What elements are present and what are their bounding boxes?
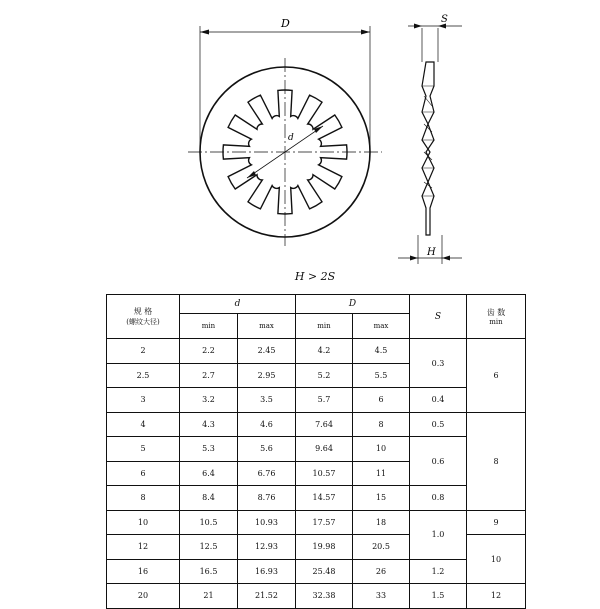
cell-D-max: 33 bbox=[353, 584, 410, 609]
d-label: d bbox=[288, 133, 294, 143]
cell-D-max: 18 bbox=[353, 510, 410, 535]
spec-header-sub: (螺纹大径) bbox=[126, 318, 160, 326]
teeth-header-sub: min bbox=[489, 318, 503, 326]
cell-D-max: 26 bbox=[353, 559, 410, 584]
cell-d-max: 2.95 bbox=[238, 363, 296, 388]
cell-spec: 10 bbox=[107, 510, 180, 535]
cell-d-min: 21 bbox=[180, 584, 238, 609]
cell-d-max: 10.93 bbox=[238, 510, 296, 535]
cell-d-min: 6.4 bbox=[180, 461, 238, 486]
washer-side-view bbox=[398, 24, 462, 265]
cell-d-min: 2.7 bbox=[180, 363, 238, 388]
cell-d-max: 8.76 bbox=[238, 486, 296, 511]
cell-D-min: 14.57 bbox=[296, 486, 353, 511]
cell-D-min: 17.57 bbox=[296, 510, 353, 535]
cell-d-min: 8.4 bbox=[180, 486, 238, 511]
spec-table-body bbox=[107, 339, 526, 609]
D-min-header: min bbox=[296, 314, 353, 339]
cell-spec: 2 bbox=[107, 339, 180, 364]
teeth-header-label: 齿 数 bbox=[486, 308, 506, 317]
cell-spec: 8 bbox=[107, 486, 180, 511]
cell-D-min: 32.38 bbox=[296, 584, 353, 609]
cell-d-max: 16.93 bbox=[238, 559, 296, 584]
cell-d-min: 5.3 bbox=[180, 437, 238, 462]
cell-D-min: 19.98 bbox=[296, 535, 353, 560]
cell-S: 0.6 bbox=[410, 437, 467, 486]
cell-S: 0.4 bbox=[410, 388, 467, 413]
teeth-header bbox=[467, 295, 526, 339]
cell-D-min: 5.2 bbox=[296, 363, 353, 388]
cell-S: 0.3 bbox=[410, 339, 467, 388]
cell-spec: 4 bbox=[107, 412, 180, 437]
S-header: S bbox=[410, 295, 467, 339]
cell-d-max: 12.93 bbox=[238, 535, 296, 560]
cell-D-max: 4.5 bbox=[353, 339, 410, 364]
washer-front-view bbox=[188, 26, 382, 246]
cell-d-min: 2.2 bbox=[180, 339, 238, 364]
cell-D-min: 10.57 bbox=[296, 461, 353, 486]
table-row bbox=[107, 510, 526, 535]
cell-d-min: 16.5 bbox=[180, 559, 238, 584]
table-row bbox=[107, 388, 526, 413]
cell-d-max: 21.52 bbox=[238, 584, 296, 609]
table-row bbox=[107, 559, 526, 584]
condition-caption: H > 2S bbox=[294, 270, 336, 283]
cell-spec: 3 bbox=[107, 388, 180, 413]
cell-d-min: 3.2 bbox=[180, 388, 238, 413]
d-max-header: max bbox=[238, 314, 296, 339]
S-label: S bbox=[441, 14, 448, 25]
cell-D-max: 15 bbox=[353, 486, 410, 511]
cell-teeth: 9 bbox=[467, 510, 526, 535]
cell-spec: 16 bbox=[107, 559, 180, 584]
cell-d-max: 2.45 bbox=[238, 339, 296, 364]
d-header: d bbox=[180, 295, 296, 314]
cell-D-min: 5.7 bbox=[296, 388, 353, 413]
cell-D-max: 11 bbox=[353, 461, 410, 486]
D-max-header: max bbox=[353, 314, 410, 339]
cell-D-min: 4.2 bbox=[296, 339, 353, 364]
cell-S: 0.8 bbox=[410, 486, 467, 511]
cell-teeth: 8 bbox=[467, 412, 526, 510]
spec-header bbox=[107, 295, 180, 339]
cell-d-min: 12.5 bbox=[180, 535, 238, 560]
table-row bbox=[107, 584, 526, 609]
spec-header-label: 规 格 bbox=[133, 307, 153, 316]
cell-spec: 5 bbox=[107, 437, 180, 462]
spec-table bbox=[106, 294, 526, 609]
cell-S: 0.5 bbox=[410, 412, 467, 437]
cell-teeth: 6 bbox=[467, 339, 526, 413]
cell-spec: 6 bbox=[107, 461, 180, 486]
cell-D-max: 6 bbox=[353, 388, 410, 413]
table-row bbox=[107, 339, 526, 364]
washer-drawing bbox=[0, 0, 600, 290]
cell-d-max: 4.6 bbox=[238, 412, 296, 437]
d-min-header: min bbox=[180, 314, 238, 339]
cell-D-min: 7.64 bbox=[296, 412, 353, 437]
cell-spec: 12 bbox=[107, 535, 180, 560]
cell-spec: 2.5 bbox=[107, 363, 180, 388]
cell-teeth: 10 bbox=[467, 535, 526, 584]
cell-S: 1.0 bbox=[410, 510, 467, 559]
H-label: H bbox=[427, 247, 436, 258]
cell-S: 1.5 bbox=[410, 584, 467, 609]
table-row bbox=[107, 437, 526, 462]
cell-D-max: 5.5 bbox=[353, 363, 410, 388]
cell-D-max: 8 bbox=[353, 412, 410, 437]
cell-S: 1.2 bbox=[410, 559, 467, 584]
cell-teeth: 12 bbox=[467, 584, 526, 609]
cell-spec: 20 bbox=[107, 584, 180, 609]
cell-D-max: 20.5 bbox=[353, 535, 410, 560]
cell-D-min: 25.48 bbox=[296, 559, 353, 584]
cell-d-max: 3.5 bbox=[238, 388, 296, 413]
table-row bbox=[107, 412, 526, 437]
cell-D-min: 9.64 bbox=[296, 437, 353, 462]
cell-d-min: 4.3 bbox=[180, 412, 238, 437]
cell-d-max: 5.6 bbox=[238, 437, 296, 462]
D-header: D bbox=[296, 295, 410, 314]
cell-d-max: 6.76 bbox=[238, 461, 296, 486]
table-row bbox=[107, 486, 526, 511]
cell-d-min: 10.5 bbox=[180, 510, 238, 535]
cell-D-max: 10 bbox=[353, 437, 410, 462]
D-label: D bbox=[281, 17, 290, 30]
